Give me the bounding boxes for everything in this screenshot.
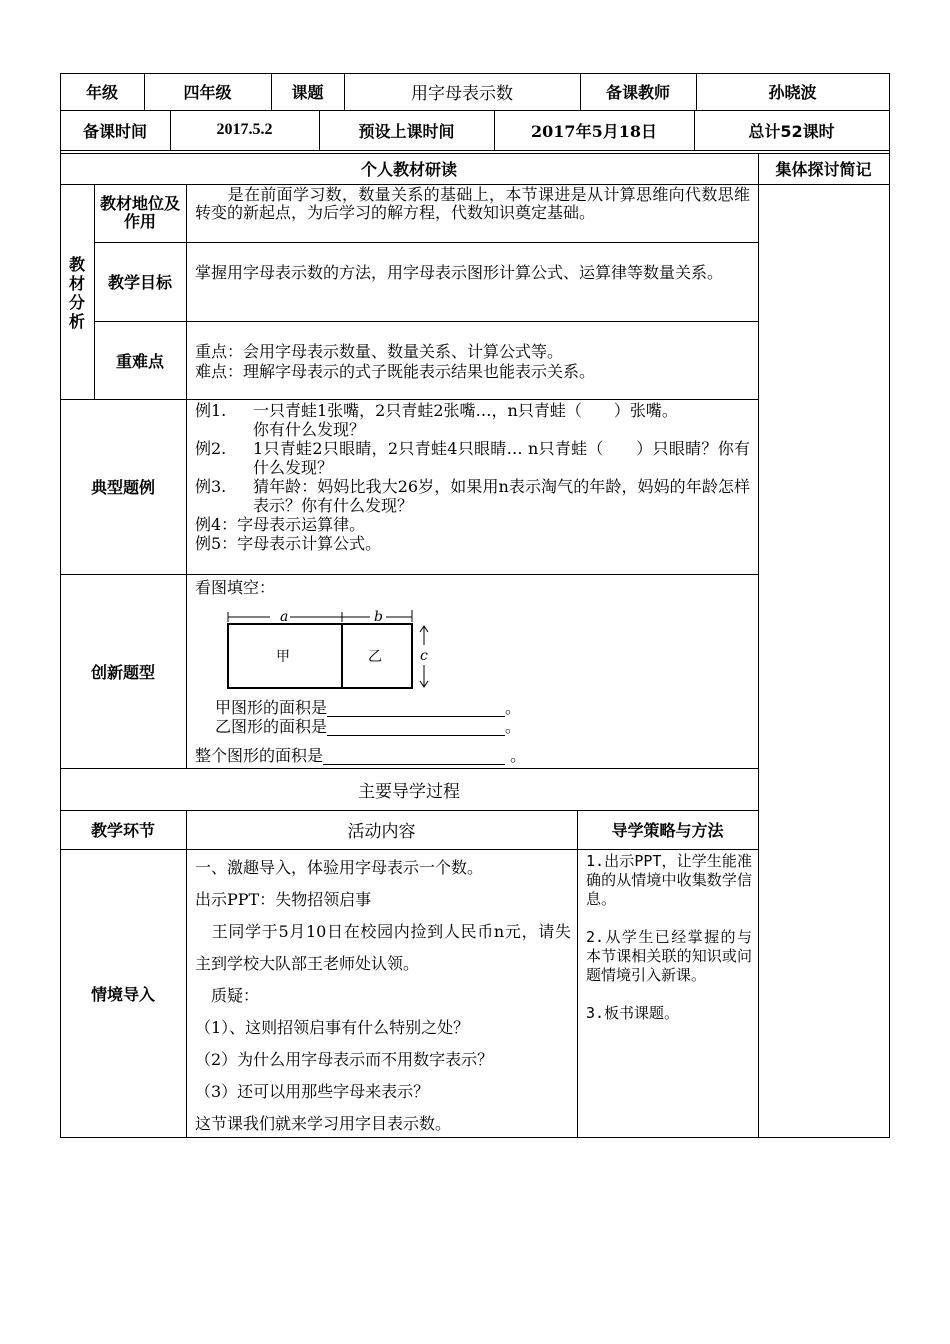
total-hours: 总计52课时: [748, 121, 835, 141]
activity-content: [195, 852, 571, 1140]
key-point: 重点：会用字母表示数量、数量关系、计算公式等。: [195, 342, 564, 361]
blank-3[interactable]: [323, 746, 505, 765]
innovation-intro: 看图填空：: [195, 578, 276, 597]
innovation-label: 创新题型: [90, 662, 155, 682]
teacher-value: 孙晓波: [768, 83, 817, 102]
activity-line-1: 一、激趣导入，体验用字母表示一个数。: [195, 858, 484, 877]
prep-time-label: 备课时间: [82, 121, 147, 141]
row-text-keypoints: [195, 342, 750, 382]
topic-value: 用字母表示数: [411, 84, 513, 104]
activity-line-7: （3）还可以用那些字母来表示？: [195, 1082, 430, 1101]
blank-1[interactable]: [327, 698, 505, 717]
activity-line-3: 王同学于5月10日在校园内捡到人民币n元，请失主到学校大队部王老师处认领。: [195, 922, 571, 973]
strategy-content: [586, 852, 752, 1023]
strategy-3: 3.板书课题。: [586, 1004, 680, 1022]
activity-line-4: 质疑：: [195, 986, 260, 1005]
dim-a-label: a: [280, 609, 289, 625]
process-title: 主要导学过程: [358, 781, 460, 802]
row-label-keypoints: 重难点: [115, 351, 164, 371]
example-2: 例2. 1只青蛙2只眼睛，2只青蛙4只眼睛… n只青蛙（ ）只眼睛？你有什么发现？: [195, 439, 750, 477]
topic-label: 课题: [291, 83, 324, 102]
region-yi-label: 乙: [368, 649, 382, 665]
activity-line-2: 出示PPT：失物招领启事: [195, 890, 372, 909]
area-figure: [210, 600, 465, 700]
row-label-goals: 教学目标: [107, 273, 172, 292]
examples-content: [195, 401, 750, 553]
row-text-position: 是在前面学习数，数量关系的基础上，本节课进是从计算思维向代数思维转变的新起点，为后学习的解方程，代数知识奠定基础。: [195, 185, 750, 222]
blank-2[interactable]: [327, 717, 505, 736]
example-3: 例3. 猜年龄：妈妈比我大26岁，如果用n表示淘气的年龄，妈妈的年龄怎样表示？你有什么发现？: [195, 477, 750, 515]
fill-blank-2: 乙图形的面积是 。: [215, 717, 522, 736]
fill-blank-1: 甲图形的面积是 。: [215, 698, 522, 717]
class-time-value: 2017年5月18日: [531, 121, 657, 141]
activity-line-8: 这节课我们就来学习用字目表示数。: [195, 1114, 452, 1133]
dim-c-label: c: [420, 648, 428, 664]
row-text-goals: 掌握用字母表示数的方法，用字母表示图形计算公式、运算律等数量关系。: [195, 263, 724, 282]
stage-label: 情境导入: [90, 984, 155, 1004]
strategy-2: 2.从学生已经掌握的与本节课相关联的知识或问题情境引入新课。: [586, 928, 752, 984]
teacher-label: 备课教师: [605, 83, 670, 102]
col-header-activity: 活动内容: [347, 822, 416, 842]
col-header-stage: 教学环节: [90, 821, 155, 840]
activity-line-6: （2）为什么用字母表示而不用数字表示？: [195, 1050, 494, 1069]
class-time-label: 预设上课时间: [358, 121, 455, 141]
example-5: 例5：字母表示计算公式。: [195, 534, 382, 553]
section-title-group-notes: 集体探讨简记: [775, 160, 872, 179]
examples-label: 典型题例: [90, 478, 155, 497]
strategy-1: 1.出示PPT，让学生能准确的从情境中收集数学信息。: [586, 852, 752, 908]
prep-time-value: 2017.5.2: [216, 121, 273, 138]
fill-blank-3: 整个图形的面积是 。: [195, 746, 527, 765]
dim-b-label: b: [374, 609, 383, 625]
example-4: 例4：字母表示运算律。: [195, 515, 366, 534]
activity-line-5: （1）、这则招领启事有什么特别之处？: [195, 1018, 470, 1037]
difficult-point: 难点：理解字母表示的式子既能表示结果也能表示关系。: [195, 362, 596, 381]
grade-label: 年级: [85, 83, 118, 102]
grade-value: 四年级: [183, 83, 232, 102]
col-header-strategy: 导学策略与方法: [611, 821, 724, 840]
region-jia-label: 甲: [276, 649, 290, 665]
section-title-personal-study: 个人教材研读: [360, 160, 457, 179]
material-analysis-label: 教 材 分 析: [68, 255, 85, 331]
row-label-position: 教材地位及作用: [100, 194, 181, 231]
example-1: 例1. 一只青蛙1张嘴，2只青蛙2张嘴…，n只青蛙（ ）张嘴。 你有什么发现？: [195, 401, 678, 439]
